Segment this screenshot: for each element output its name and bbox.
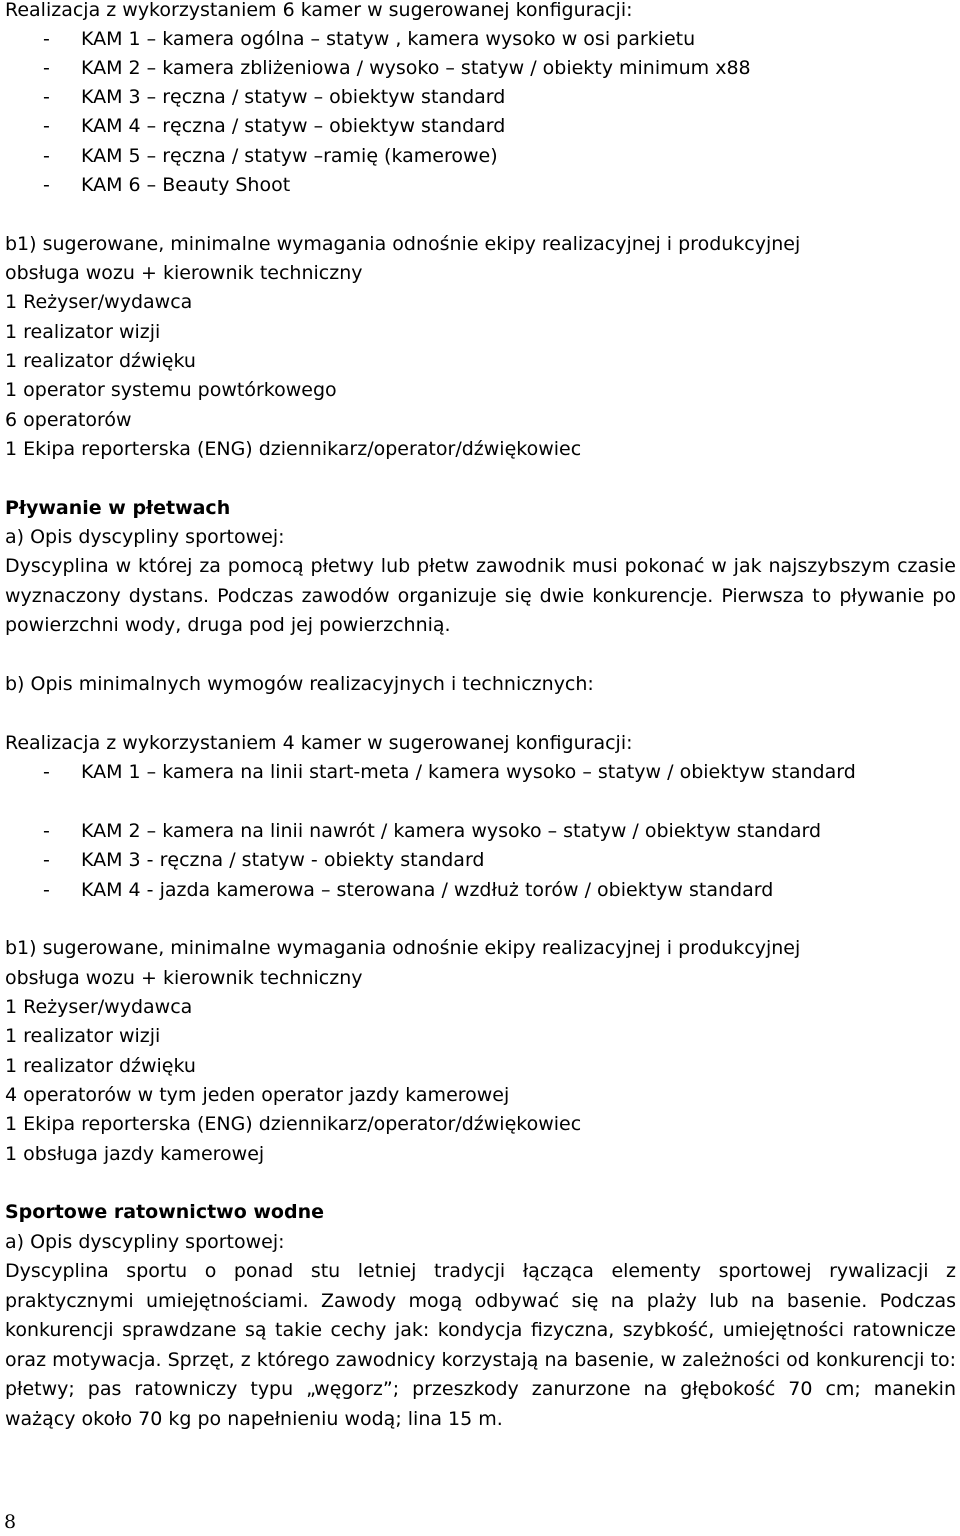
- section-title: Sportowe ratownictwo wodne: [5, 1201, 325, 1223]
- crew-item: 1 Reżyser/wydawca: [5, 996, 193, 1018]
- description-heading: a) Opis dyscypliny sportowej:: [5, 1231, 285, 1253]
- crew-item: 1 realizator wizji: [5, 1025, 161, 1047]
- crew-item: 6 operatorów: [5, 409, 132, 431]
- discipline-description: Dyscyplina w której za pomocą płetwy lub płetw zawodnik musi pokonać w jak najszybszym czasie wyznaczony dystans. Podczas zawodów organizuje się dwie konkurencje. Pierwsza to pływanie po powierzchni wody, druga pod jej powierzchnią.: [5, 555, 956, 636]
- crew-heading: b1) sugerowane, minimalne wymagania odnośnie ekipy realizacyjnej i produkcyjnej: [5, 937, 801, 959]
- crew-item: 4 operatorów w tym jeden operator jazdy kamerowej: [5, 1084, 510, 1106]
- camera-item-text: KAM 1 – kamera na linii start-meta / kamera wysoko – statyw / obiektyw standard: [81, 761, 856, 783]
- discipline-description: Dyscyplina sportu o ponad stu letniej tradycji łącząca elementy sportowej rywalizacji z praktycznymi umiejętnościami. Zawody mogą odbywać się na plaży lub na basenie. Podczas konkurencji sprawdzane są takie cechy jak: kondycja fizyczna, szybkość, umiejętności ratownicze oraz motywacja. Sprzęt, z którego zawodnicy korzystają na basenie, w zależności od konkurencji to: płetwy; pas ratowniczy typu „węgorz”; przeszkody zanurzone na głębokość 70 cm; manekin ważący około 70 kg po napełnieniu wodą; lina 15 m.: [5, 1260, 956, 1430]
- description-heading: a) Opis dyscypliny sportowej:: [5, 526, 285, 548]
- crew-item: 1 Reżyser/wydawca: [5, 291, 193, 313]
- crew-item: obsługa wozu + kierownik techniczny: [5, 262, 363, 284]
- camera-item: -: [43, 761, 50, 783]
- page-number: 8: [4, 1511, 17, 1533]
- crew-item: 1 Ekipa reporterska (ENG) dziennikarz/operator/dźwiękowiec: [5, 438, 582, 460]
- crew-heading: b1) sugerowane, minimalne wymagania odnośnie ekipy realizacyjnej i produkcyjnej: [5, 233, 801, 255]
- crew-item: 1 realizator dźwięku: [5, 1055, 196, 1077]
- section-title: Pływanie w płetwach: [5, 497, 231, 519]
- crew-item: 1 realizator dźwięku: [5, 350, 196, 372]
- crew-item: 1 operator systemu powtórkowego: [5, 379, 337, 401]
- camera-config-intro: Realizacja z wykorzystaniem 4 kamer w sugerowanej konfiguracji:: [5, 732, 633, 754]
- crew-item: obsługa wozu + kierownik techniczny: [5, 967, 363, 989]
- crew-item: 1 Ekipa reporterska (ENG) dziennikarz/operator/dźwiękowiec: [5, 1113, 582, 1135]
- requirements-heading: b) Opis minimalnych wymogów realizacyjnych i technicznych:: [5, 673, 594, 695]
- crew-item: 1 obsługa jazdy kamerowej: [5, 1143, 265, 1165]
- crew-item: 1 realizator wizji: [5, 321, 161, 343]
- camera-config-intro: Realizacja z wykorzystaniem 6 kamer w sugerowanej konfiguracji:: [5, 0, 633, 21]
